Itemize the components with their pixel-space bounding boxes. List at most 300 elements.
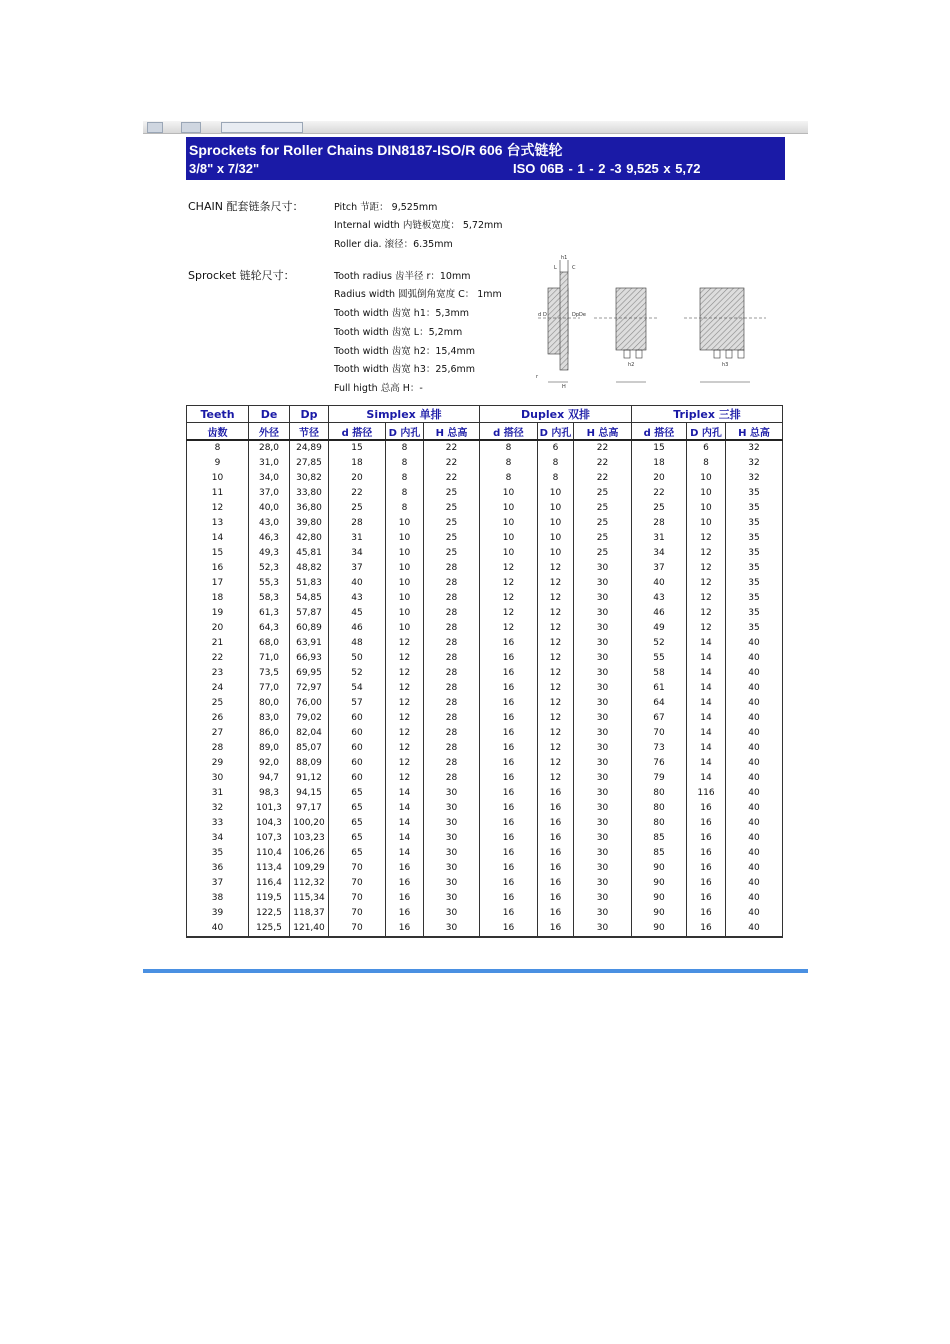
table-cell: 10 xyxy=(687,471,726,486)
col-subheader: d 搭径 xyxy=(480,423,538,441)
table-cell: 16 xyxy=(687,861,726,876)
table-cell: 50 xyxy=(329,651,386,666)
table-cell: 37 xyxy=(187,876,249,891)
iso-designation: ISO 06B - 1 - 2 -3 9,525 x 5,72 xyxy=(513,161,701,176)
table-cell: 25 xyxy=(424,486,480,501)
table-cell: 40 xyxy=(726,846,783,861)
table-cell: 22 xyxy=(187,651,249,666)
col-subheader: D 内孔 xyxy=(538,423,574,441)
table-cell: 28 xyxy=(424,576,480,591)
table-cell: 60,89 xyxy=(290,621,329,636)
table-row xyxy=(187,846,783,861)
table-cell: 16 xyxy=(480,816,538,831)
table-body xyxy=(187,440,783,937)
table-cell: 6 xyxy=(687,440,726,456)
table-cell: 60 xyxy=(329,771,386,786)
table-cell: 12 xyxy=(538,576,574,591)
table-cell: 30 xyxy=(574,681,632,696)
table-cell: 25 xyxy=(329,501,386,516)
table-cell: 31,0 xyxy=(249,456,290,471)
table-cell: 16 xyxy=(480,756,538,771)
table-cell: 40 xyxy=(726,711,783,726)
table-cell: 82,04 xyxy=(290,726,329,741)
table-cell: 121,40 xyxy=(290,921,329,937)
table-cell: 6 xyxy=(538,440,574,456)
table-cell: 28 xyxy=(632,516,687,531)
table-cell: 12 xyxy=(386,651,424,666)
title-banner xyxy=(186,137,785,180)
table-cell: 30 xyxy=(574,876,632,891)
duplex-drawing xyxy=(594,288,658,382)
table-cell: 30 xyxy=(574,906,632,921)
table-cell: 36,80 xyxy=(290,501,329,516)
table-cell: 33 xyxy=(187,816,249,831)
table-cell: 12 xyxy=(538,726,574,741)
sprocket-spec-h1: Tooth width 齿宽 h1：5,3mm xyxy=(334,308,469,319)
table-row xyxy=(187,456,783,471)
table-cell: 12 xyxy=(538,771,574,786)
table-row xyxy=(187,741,783,756)
table-cell: 92,0 xyxy=(249,756,290,771)
table-cell: 25 xyxy=(424,531,480,546)
table-cell: 32 xyxy=(726,440,783,456)
table-cell: 12 xyxy=(538,606,574,621)
table-cell: 14 xyxy=(687,771,726,786)
table-cell: 31 xyxy=(329,531,386,546)
table-cell: 14 xyxy=(687,696,726,711)
table-cell: 40 xyxy=(726,861,783,876)
table-cell: 45,81 xyxy=(290,546,329,561)
table-cell: 40 xyxy=(726,681,783,696)
table-cell: 30 xyxy=(424,906,480,921)
table-cell: 12 xyxy=(386,771,424,786)
table-cell: 14 xyxy=(386,831,424,846)
table-cell: 14 xyxy=(687,741,726,756)
diagram-label: h1 xyxy=(561,255,568,261)
table-cell: 12 xyxy=(386,666,424,681)
table-cell: 71,0 xyxy=(249,651,290,666)
table-row xyxy=(187,876,783,891)
table-cell: 22 xyxy=(574,440,632,456)
diagram-label: d xyxy=(538,312,542,318)
table-cell: 90 xyxy=(632,876,687,891)
table-cell: 11 xyxy=(187,486,249,501)
table-row xyxy=(187,636,783,651)
table-cell: 40 xyxy=(726,756,783,771)
table-cell: 16 xyxy=(687,906,726,921)
table-cell: 16 xyxy=(538,861,574,876)
table-cell: 12 xyxy=(538,696,574,711)
toolbar-button[interactable] xyxy=(147,122,163,133)
table-cell: 30 xyxy=(424,891,480,906)
group-header-simplex: Simplex 单排 xyxy=(329,406,480,423)
table-cell: 12 xyxy=(687,561,726,576)
table-cell: 12 xyxy=(687,546,726,561)
table-cell: 16 xyxy=(480,801,538,816)
table-cell: 28 xyxy=(424,741,480,756)
table-cell: 100,20 xyxy=(290,816,329,831)
table-cell: 25 xyxy=(574,501,632,516)
table-cell: 106,26 xyxy=(290,846,329,861)
table-cell: 10 xyxy=(480,501,538,516)
window-toolbar xyxy=(143,121,808,134)
table-cell: 61,3 xyxy=(249,606,290,621)
table-row xyxy=(187,891,783,906)
table-cell: 30 xyxy=(574,576,632,591)
table-cell: 17 xyxy=(187,576,249,591)
table-cell: 16 xyxy=(687,831,726,846)
table-cell: 28 xyxy=(329,516,386,531)
table-cell: 30 xyxy=(574,591,632,606)
table-cell: 122,5 xyxy=(249,906,290,921)
table-cell: 28 xyxy=(424,636,480,651)
group-header-duplex: Duplex 双排 xyxy=(480,406,632,423)
table-cell: 16 xyxy=(538,846,574,861)
table-cell: 94,7 xyxy=(249,771,290,786)
table-cell: 8 xyxy=(386,486,424,501)
table-cell: 10 xyxy=(386,561,424,576)
table-cell: 68,0 xyxy=(249,636,290,651)
table-cell: 28 xyxy=(424,756,480,771)
table-cell: 30 xyxy=(424,921,480,937)
group-header-triplex: Triplex 三排 xyxy=(632,406,783,423)
table-cell: 36 xyxy=(187,861,249,876)
table-cell: 60 xyxy=(329,756,386,771)
table-cell: 12 xyxy=(386,711,424,726)
table-cell: 35 xyxy=(726,516,783,531)
table-cell: 55,3 xyxy=(249,576,290,591)
table-cell: 24,89 xyxy=(290,440,329,456)
toolbar-button[interactable] xyxy=(181,122,201,133)
table-cell: 10 xyxy=(480,531,538,546)
table-cell: 90 xyxy=(632,861,687,876)
table-cell: 14 xyxy=(687,726,726,741)
diagram-label: r xyxy=(536,374,539,380)
table-cell: 73,5 xyxy=(249,666,290,681)
table-row xyxy=(187,756,783,771)
table-cell: 8 xyxy=(386,501,424,516)
table-cell: 8 xyxy=(480,456,538,471)
table-cell: 10 xyxy=(687,516,726,531)
table-cell: 12 xyxy=(538,681,574,696)
table-row xyxy=(187,711,783,726)
simplex-drawing xyxy=(538,260,580,382)
table-cell: 12 xyxy=(538,621,574,636)
table-cell: 45 xyxy=(329,606,386,621)
table-cell: 24 xyxy=(187,681,249,696)
table-cell: 57 xyxy=(329,696,386,711)
table-cell: 16 xyxy=(480,681,538,696)
table-cell: 52 xyxy=(329,666,386,681)
table-row xyxy=(187,861,783,876)
table-cell: 28,0 xyxy=(249,440,290,456)
table-cell: 65 xyxy=(329,846,386,861)
col-subheader: H 总高 xyxy=(574,423,632,441)
table-cell: 34 xyxy=(187,831,249,846)
table-cell: 16 xyxy=(687,921,726,937)
chain-size: 3/8" x 7/32" xyxy=(189,161,260,176)
table-cell: 65 xyxy=(329,816,386,831)
table-cell: 35 xyxy=(726,606,783,621)
table-cell: 40 xyxy=(726,651,783,666)
table-cell: 65 xyxy=(329,801,386,816)
table-cell: 37 xyxy=(632,561,687,576)
table-cell: 90 xyxy=(632,891,687,906)
table-cell: 15 xyxy=(632,440,687,456)
diagram-label: Dp xyxy=(572,312,580,318)
table-cell: 64,3 xyxy=(249,621,290,636)
table-cell: 30 xyxy=(574,861,632,876)
table-cell: 16 xyxy=(480,861,538,876)
table-cell: 70 xyxy=(329,876,386,891)
table-cell: 10 xyxy=(386,546,424,561)
table-cell: 22 xyxy=(424,456,480,471)
table-cell: 28 xyxy=(424,681,480,696)
table-cell: 16 xyxy=(480,876,538,891)
table-cell: 30 xyxy=(574,561,632,576)
table-cell: 30 xyxy=(574,711,632,726)
table-cell: 14 xyxy=(687,651,726,666)
bottom-bar xyxy=(143,969,808,973)
table-cell: 16 xyxy=(538,831,574,846)
table-cell: 30 xyxy=(574,696,632,711)
table-cell: 52 xyxy=(632,636,687,651)
table-cell: 16 xyxy=(187,561,249,576)
table-cell: 16 xyxy=(386,861,424,876)
table-cell: 116,4 xyxy=(249,876,290,891)
table-cell: 16 xyxy=(538,921,574,937)
table-cell: 10 xyxy=(480,516,538,531)
table-cell: 28 xyxy=(424,621,480,636)
table-cell: 12 xyxy=(386,681,424,696)
table-cell: 12 xyxy=(386,756,424,771)
table-cell: 35 xyxy=(726,501,783,516)
table-cell: 34 xyxy=(329,546,386,561)
table-cell: 22 xyxy=(424,440,480,456)
table-cell: 77,0 xyxy=(249,681,290,696)
table-cell: 25 xyxy=(424,516,480,531)
table-cell: 40 xyxy=(726,921,783,937)
table-row xyxy=(187,531,783,546)
table-cell: 13 xyxy=(187,516,249,531)
table-cell: 29 xyxy=(187,756,249,771)
table-cell: 30 xyxy=(574,786,632,801)
table-cell: 25 xyxy=(574,486,632,501)
table-row xyxy=(187,486,783,501)
table-cell: 40 xyxy=(726,696,783,711)
table-cell: 30 xyxy=(574,756,632,771)
table-cell: 40 xyxy=(632,576,687,591)
table-cell: 22 xyxy=(574,471,632,486)
table-cell: 14 xyxy=(687,636,726,651)
table-cell: 16 xyxy=(687,891,726,906)
table-cell: 20 xyxy=(187,621,249,636)
chain-label: CHAIN 配套链条尺寸： xyxy=(188,200,304,213)
table-cell: 8 xyxy=(386,440,424,456)
chain-spec-internal-width: Internal width 内链板宽度： 5,72mm xyxy=(334,220,503,231)
table-cell: 80 xyxy=(632,786,687,801)
table-row xyxy=(187,921,783,937)
table-cell: 40 xyxy=(726,786,783,801)
table-cell: 12 xyxy=(687,606,726,621)
table-cell: 65 xyxy=(329,786,386,801)
table-cell: 89,0 xyxy=(249,741,290,756)
table-cell: 19 xyxy=(187,606,249,621)
table-row xyxy=(187,696,783,711)
table-cell: 30 xyxy=(574,771,632,786)
table-cell: 94,15 xyxy=(290,786,329,801)
table-cell: 10 xyxy=(538,516,574,531)
table-cell: 16 xyxy=(386,906,424,921)
table-cell: 60 xyxy=(329,711,386,726)
table-cell: 12 xyxy=(538,651,574,666)
table-cell: 12 xyxy=(480,591,538,606)
table-cell: 12 xyxy=(687,576,726,591)
table-cell: 98,3 xyxy=(249,786,290,801)
table-cell: 16 xyxy=(386,876,424,891)
table-cell: 16 xyxy=(687,816,726,831)
table-cell: 12 xyxy=(480,561,538,576)
table-cell: 79 xyxy=(632,771,687,786)
table-cell: 58 xyxy=(632,666,687,681)
table-cell: 12 xyxy=(538,666,574,681)
sprocket-label: Sprocket 链轮尺寸： xyxy=(188,269,295,282)
chain-spec-roller-dia: Roller dia. 滚径：6.35mm xyxy=(334,239,453,250)
table-cell: 125,5 xyxy=(249,921,290,937)
table-row xyxy=(187,591,783,606)
table-cell: 10 xyxy=(386,591,424,606)
table-cell: 16 xyxy=(480,651,538,666)
table-cell: 26 xyxy=(187,711,249,726)
toolbar-field[interactable] xyxy=(221,122,303,133)
table-cell: 40,0 xyxy=(249,501,290,516)
diagram-label: h3 xyxy=(722,362,729,368)
table-cell: 107,3 xyxy=(249,831,290,846)
table-cell: 12 xyxy=(386,636,424,651)
table-cell: 49,3 xyxy=(249,546,290,561)
table-cell: 35 xyxy=(187,846,249,861)
table-cell: 33,80 xyxy=(290,486,329,501)
table-cell: 70 xyxy=(632,726,687,741)
table-cell: 28 xyxy=(424,696,480,711)
table-cell: 25 xyxy=(574,516,632,531)
table-cell: 30,82 xyxy=(290,471,329,486)
table-cell: 64 xyxy=(632,696,687,711)
table-cell: 54,85 xyxy=(290,591,329,606)
table-row xyxy=(187,786,783,801)
table-cell: 70 xyxy=(329,921,386,937)
table-cell: 113,4 xyxy=(249,861,290,876)
col-subheader: 齿数 xyxy=(187,423,249,441)
table-cell: 22 xyxy=(424,471,480,486)
diagram-label: L xyxy=(554,265,557,271)
table-cell: 40 xyxy=(726,831,783,846)
table-cell: 73 xyxy=(632,741,687,756)
table-cell: 30 xyxy=(574,741,632,756)
table-cell: 51,83 xyxy=(290,576,329,591)
table-cell: 16 xyxy=(480,891,538,906)
table-cell: 40 xyxy=(726,771,783,786)
table-cell: 14 xyxy=(687,666,726,681)
table-cell: 28 xyxy=(424,726,480,741)
table-cell: 8 xyxy=(480,471,538,486)
table-cell: 12 xyxy=(480,606,538,621)
table-row xyxy=(187,546,783,561)
table-cell: 22 xyxy=(632,486,687,501)
table-cell: 40 xyxy=(726,891,783,906)
table-cell: 76,00 xyxy=(290,696,329,711)
table-cell: 32 xyxy=(726,471,783,486)
table-cell: 34 xyxy=(632,546,687,561)
table-cell: 25 xyxy=(574,531,632,546)
table-cell: 16 xyxy=(480,831,538,846)
table-cell: 32 xyxy=(726,456,783,471)
table-cell: 16 xyxy=(538,816,574,831)
col-subheader: H 总高 xyxy=(726,423,783,441)
table-cell: 16 xyxy=(480,636,538,651)
table-cell: 12 xyxy=(480,621,538,636)
table-cell: 28 xyxy=(424,711,480,726)
table-cell: 116 xyxy=(687,786,726,801)
table-cell: 10 xyxy=(538,501,574,516)
table-cell: 85 xyxy=(632,846,687,861)
table-cell: 14 xyxy=(386,846,424,861)
table-cell: 12 xyxy=(687,531,726,546)
table-cell: 40 xyxy=(726,876,783,891)
table-cell: 112,32 xyxy=(290,876,329,891)
table-cell: 30 xyxy=(574,816,632,831)
table-cell: 16 xyxy=(386,921,424,937)
table-cell: 57,87 xyxy=(290,606,329,621)
chain-spec-pitch: Pitch 节距： 9,525mm xyxy=(334,202,438,213)
table-cell: 40 xyxy=(726,906,783,921)
table-cell: 10 xyxy=(538,546,574,561)
table-cell: 32 xyxy=(187,801,249,816)
table-cell: 101,3 xyxy=(249,801,290,816)
table-row xyxy=(187,501,783,516)
sprocket-spec-full-height: Full higth 总高 H：- xyxy=(334,383,423,394)
table-cell: 16 xyxy=(687,846,726,861)
table-cell: 10 xyxy=(538,486,574,501)
table-cell: 37 xyxy=(329,561,386,576)
table-cell: 14 xyxy=(187,531,249,546)
table-cell: 42,80 xyxy=(290,531,329,546)
table-cell: 16 xyxy=(538,786,574,801)
table-cell: 109,29 xyxy=(290,861,329,876)
table-cell: 30 xyxy=(574,726,632,741)
table-cell: 30 xyxy=(574,621,632,636)
table-cell: 66,93 xyxy=(290,651,329,666)
table-cell: 60 xyxy=(329,726,386,741)
table-cell: 18 xyxy=(632,456,687,471)
diagram-label: C xyxy=(572,265,576,271)
table-cell: 115,34 xyxy=(290,891,329,906)
table-cell: 60 xyxy=(329,741,386,756)
table-cell: 10 xyxy=(386,621,424,636)
table-cell: 37,0 xyxy=(249,486,290,501)
table-cell: 15 xyxy=(329,440,386,456)
table-cell: 86,0 xyxy=(249,726,290,741)
table-cell: 90 xyxy=(632,906,687,921)
table-cell: 43 xyxy=(329,591,386,606)
table-cell: 70 xyxy=(329,891,386,906)
sprocket-spec-l: Tooth width 齿宽 L：5,2mm xyxy=(334,327,463,338)
table-cell: 85 xyxy=(632,831,687,846)
table-cell: 12 xyxy=(687,621,726,636)
table-cell: 40 xyxy=(726,636,783,651)
table-cell: 16 xyxy=(480,741,538,756)
table-cell: 12 xyxy=(538,756,574,771)
